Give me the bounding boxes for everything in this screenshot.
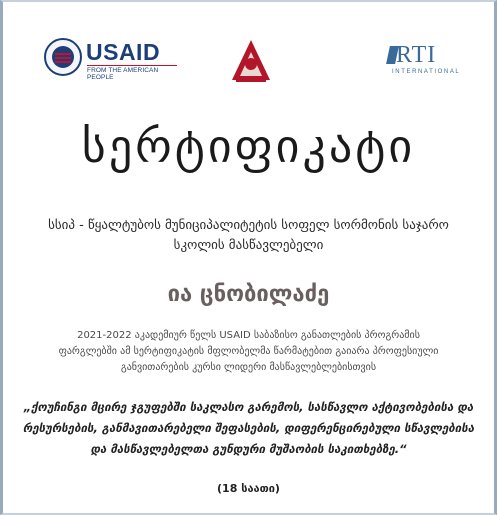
certificate-title: სერტიფიკატი [81,119,416,173]
usaid-tagline: FROM THE AMERICAN PEOPLE [87,65,177,81]
rti-wordmark: RTI [396,42,437,68]
course-hours: (18 საათი) [217,482,280,495]
usaid-seal-icon [44,38,82,76]
recipient-name: ია ცნობილაძე [167,282,330,307]
certificate-description: 2021-2022 აკადემიურ წელს USAID საბაზისო განათლების პროგრამის ფარგლებში ამ სერტიფიკატის მფლობელმა წარმატებით გაიარა პროფესიული განვითარების კურსი ლიდერი მასწავლებლებისთვის [58,330,439,373]
rti-logo [386,42,461,78]
usaid-logo [44,38,174,84]
usaid-wordmark: USAID [86,39,161,65]
recipient-role: სსიპ - წყალტუბოს მუნიციპალიტეტის სოფელ სორმონის საჯარო სკოლის მასწავლებელი [48,218,449,253]
emblem-icon [228,36,274,84]
rti-subtitle: INTERNATIONAL [392,69,461,75]
course-title: „ქოუჩინგი მცირე ჯგუფებში საკლასო გარემოს, სასწავლო აქტივობებისა და რესურსების, განმავითარებელი შეფასების, დიფერენცირებული სწავლებისა და მასწავლებელთა გუნდური მუშაობის საკითხებზე.“ [22,400,475,456]
